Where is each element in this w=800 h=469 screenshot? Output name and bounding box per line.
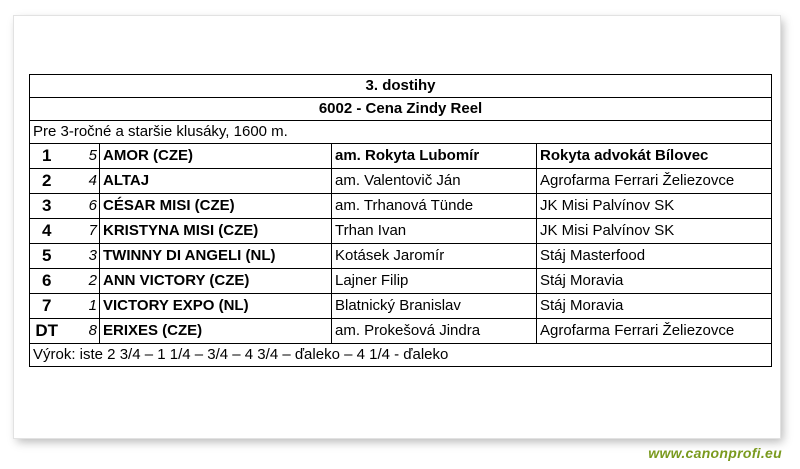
finish-position: 3 [30, 194, 64, 219]
start-number: 3 [64, 244, 100, 269]
race-subtitle: 6002 - Cena Zindy Reel [30, 98, 772, 121]
start-number: 8 [64, 319, 100, 344]
horse-name: ANN VICTORY (CZE) [100, 269, 332, 294]
owner-name: Stáj Moravia [537, 269, 772, 294]
driver-name: am. Valentovič Ján [332, 169, 537, 194]
result-row [30, 269, 772, 294]
start-number: 5 [64, 144, 100, 169]
owner-name: Rokyta advokát Bílovec [537, 144, 772, 169]
result-row [30, 244, 772, 269]
owner-name: Agrofarma Ferrari Želiezovce [537, 319, 772, 344]
driver-name: Blatnický Branislav [332, 294, 537, 319]
watermark-text: www.canonprofi.eu [648, 445, 782, 461]
start-number: 2 [64, 269, 100, 294]
driver-name: am. Prokešová Jindra [332, 319, 537, 344]
driver-name: Trhan Ivan [332, 219, 537, 244]
driver-name: Lajner Filip [332, 269, 537, 294]
result-row [30, 169, 772, 194]
finish-position: 6 [30, 269, 64, 294]
race-subtitle-row [30, 98, 772, 121]
driver-name: am. Rokyta Lubomír [332, 144, 537, 169]
result-row [30, 144, 772, 169]
horse-name: TWINNY DI ANGELI (NL) [100, 244, 332, 269]
owner-name: Stáj Masterfood [537, 244, 772, 269]
finish-position: 2 [30, 169, 64, 194]
horse-name: VICTORY EXPO (NL) [100, 294, 332, 319]
horse-name: ALTAJ [100, 169, 332, 194]
horse-name: AMOR (CZE) [100, 144, 332, 169]
race-title-row [30, 75, 772, 98]
driver-name: am. Trhanová Tünde [332, 194, 537, 219]
owner-name: JK Misi Palvínov SK [537, 194, 772, 219]
result-row [30, 319, 772, 344]
result-row [30, 194, 772, 219]
owner-name: Stáj Moravia [537, 294, 772, 319]
race-verdict-row [30, 344, 772, 367]
driver-name: Kotásek Jaromír [332, 244, 537, 269]
race-verdict: Výrok: iste 2 3/4 – 1 1/4 – 3/4 – 4 3/4 – ďaleko – 4 1/4 - ďaleko [30, 344, 772, 367]
result-row [30, 219, 772, 244]
horse-name: CÉSAR MISI (CZE) [100, 194, 332, 219]
horse-name: ERIXES (CZE) [100, 319, 332, 344]
race-description: Pre 3-ročné a staršie klusáky, 1600 m. [30, 121, 772, 144]
finish-position: 1 [30, 144, 64, 169]
finish-position: DT [30, 319, 64, 344]
race-results-table [29, 74, 772, 367]
start-number: 4 [64, 169, 100, 194]
start-number: 7 [64, 219, 100, 244]
finish-position: 7 [30, 294, 64, 319]
start-number: 6 [64, 194, 100, 219]
horse-name: KRISTYNA MISI (CZE) [100, 219, 332, 244]
result-row [30, 294, 772, 319]
owner-name: Agrofarma Ferrari Želiezovce [537, 169, 772, 194]
finish-position: 4 [30, 219, 64, 244]
owner-name: JK Misi Palvínov SK [537, 219, 772, 244]
race-title: 3. dostihy [30, 75, 772, 98]
finish-position: 5 [30, 244, 64, 269]
start-number: 1 [64, 294, 100, 319]
race-description-row [30, 121, 772, 144]
